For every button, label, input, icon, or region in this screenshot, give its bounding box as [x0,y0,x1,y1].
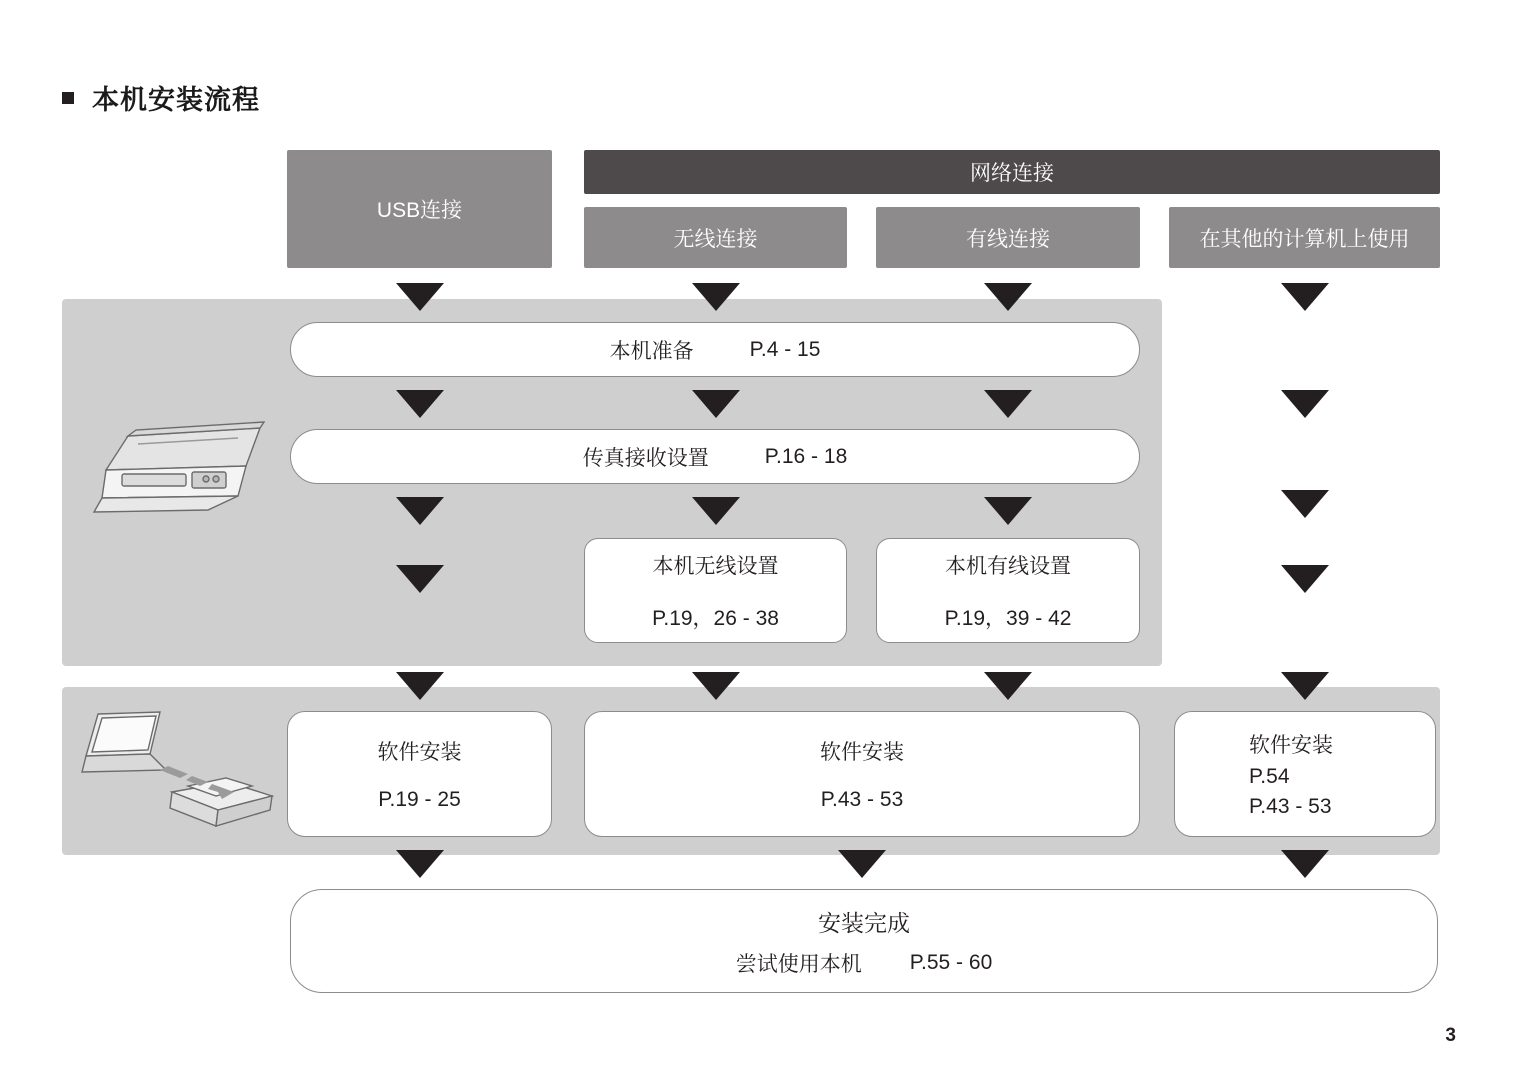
step-prepare-pages: P.4 - 15 [749,337,821,361]
page-title-label: 本机安装流程 [92,85,260,115]
arrow-down-usb-3 [396,497,444,525]
step-fax-pages: P.16 - 18 [764,444,848,468]
step-complete-pages: P.55 - 60 [909,950,993,974]
arrow-down-other-3 [1281,490,1329,518]
step-fax-reception-setting[interactable] [290,429,1140,484]
step-complete-label: 安装完成 [818,909,910,936]
printer-illustration [88,400,278,520]
laptop-to-printer-illustration [76,706,286,841]
step-software-other-pages-1: P.54 [1249,765,1290,788]
step-software-install-network[interactable] [584,711,1140,837]
arrow-down-wireless-2 [692,390,740,418]
arrow-down-other-1 [1281,283,1329,311]
arrow-down-other-2 [1281,390,1329,418]
connection-box-usb[interactable] [287,150,552,268]
step-wireless-setup[interactable] [584,538,847,643]
arrow-down-usb-2 [396,390,444,418]
arrow-down-wired-5 [984,672,1032,700]
arrow-down-usb-5 [396,672,444,700]
step-software-network-pages: P.43 - 53 [820,788,904,811]
step-wired-setup[interactable] [876,538,1140,643]
step-software-usb-label: 软件安装 [377,741,462,764]
step-software-install-other[interactable] [1174,711,1436,837]
step-wired-setup-pages: P.19，39 - 42 [944,606,1072,630]
connection-label-wired: 有线连接 [966,227,1050,251]
arrow-down-wireless-1 [692,283,740,311]
step-complete-sub: 尝试使用本机 [735,952,862,976]
square-bullet-icon [62,92,74,104]
step-prepare-device[interactable] [290,322,1140,377]
arrow-down-network-6 [838,850,886,878]
arrow-down-usb-1 [396,283,444,311]
arrow-down-wired-1 [984,283,1032,311]
connection-box-wireless[interactable] [584,207,847,268]
connection-box-wired[interactable] [876,207,1140,268]
step-wireless-setup-pages: P.19，26 - 38 [652,606,779,630]
connection-label-other-computer: 在其他的计算机上使用 [1199,227,1410,251]
step-software-other-label: 软件安装 [1249,734,1333,757]
step-software-install-usb[interactable] [287,711,552,837]
arrow-down-other-4 [1281,565,1329,593]
arrow-down-wired-3 [984,497,1032,525]
connection-label-usb: USB连接 [376,199,463,222]
arrow-down-wireless-5 [692,672,740,700]
arrow-down-wired-2 [984,390,1032,418]
step-software-other-pages-2: P.43 - 53 [1249,795,1332,818]
step-software-network-label: 软件安装 [820,741,904,764]
step-software-usb-pages: P.19 - 25 [378,788,461,811]
step-wireless-setup-label: 本机无线设置 [652,554,779,578]
step-fax-label: 传真接收设置 [582,446,709,470]
step-wired-setup-label: 本机有线设置 [945,554,1071,578]
arrow-down-usb-4 [396,565,444,593]
arrow-down-wireless-3 [692,497,740,525]
page-title [62,78,260,117]
arrow-down-usb-6 [396,850,444,878]
connection-box-other-computer[interactable] [1169,207,1440,268]
step-prepare-label: 本机准备 [609,339,694,363]
connection-label-wireless: 无线连接 [673,227,758,251]
step-installation-complete[interactable] [290,889,1438,993]
arrow-down-other-5 [1281,672,1329,700]
connection-label-network: 网络连接 [970,162,1054,185]
page-number: 3 [1445,1025,1456,1046]
connection-bar-network[interactable] [584,150,1440,194]
arrow-down-other-6 [1281,850,1329,878]
